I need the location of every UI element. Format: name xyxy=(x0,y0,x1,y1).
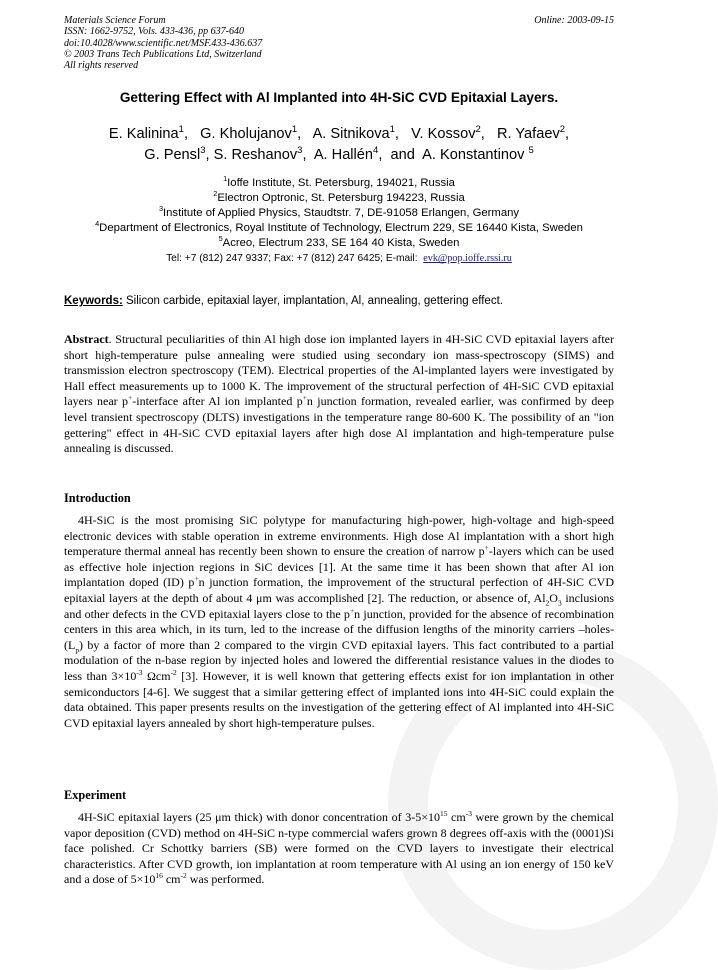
author-affil-sup: 2 xyxy=(559,124,566,136)
affiliation-line xyxy=(40,221,638,236)
affiliation-line xyxy=(40,191,638,206)
introduction-paragraph xyxy=(64,513,614,731)
subscript: 2 xyxy=(545,598,550,608)
copyright-line: © 2003 Trans Tech Publications Ltd, Switzerland xyxy=(64,48,262,60)
superscript: + xyxy=(194,574,199,584)
body-text: were grown by the chemical vapor deposition (CVD) method on 4H-SiC n-type commercial wafers grown 8 degrees off-axis with the (0001)Si face polished. Cr Schottky barriers (SB) were formed on the CVD layers to investigate their electrical characteristics. After CVD growth, ion implantation at room temperature with Al using an ion energy of 150 keV and a dose of 5×10 xyxy=(64,810,614,887)
email-link[interactable]: evk@pop.ioffe.rssi.ru xyxy=(423,253,512,265)
abstract-section xyxy=(64,332,614,457)
superscript: + xyxy=(128,393,133,403)
body-text: n junction formation, the improvement of the structural perfection of 4H-SiC CVD epitaxial layers at the depth of about 4 μm was accomplished [2]. The reduction, or absence of, Al xyxy=(64,575,614,605)
affiliation-sup: 4 xyxy=(95,219,100,229)
body-text: [3]. However, it is well known that gettering effects exist for ion implantation in other semiconductors [4-6]. We suggest that a similar gettering effect of implanted ions into 4H-SiC could explain the data obtained. This paper presents results on the investigation of the gettering effect of Al implanted into 4H-SiC CVD epitaxial layers annealed by short high-temperature pulses. xyxy=(64,668,615,730)
body-text: ) by a factor of more than 2 compared to the virgin CVD epitaxial layers. This fact contributed to a partial modulation of the n-base region by injected holes and lowered the differential resistance values in the diodes to less than 3×10 xyxy=(64,637,614,683)
author-name: G. Kholujanov xyxy=(200,126,292,142)
body-text: was performed. xyxy=(186,872,265,887)
affiliation-text: Department of Electronics, Royal Institute of Technology, Electrum 229, SE 16440 Kista, Sweden xyxy=(99,222,583,235)
author-name: V. Kossov xyxy=(411,126,476,142)
author-name: S. Reshanov xyxy=(213,147,298,163)
abstract-text: n junction formation, revealed earlier, was confirmed by deep level transient spectroscopy (DLTS) investigations in the temperature range 80-600 K. The possibility of an "ion gettering" effect in 4H-SiC CVD epitaxial layers after high dose Al implantation and high-temperature pulse annealing is discussed. xyxy=(64,394,614,456)
affiliation-text: Electron Optronic, St. Petersburg 194223, Russia xyxy=(217,192,465,205)
contact-line xyxy=(40,251,638,266)
author-name: A. Konstantinov xyxy=(422,147,525,163)
affiliation-text: Institute of Applied Physics, Staudtstr. 7, DE-91058 Erlangen, Germany xyxy=(163,207,520,220)
journal-header xyxy=(64,15,263,72)
abstract-paragraph xyxy=(64,332,614,457)
contact-text: Tel: +7 (812) 247 9337; Fax: +7 (812) 247 6425; E-mail: xyxy=(166,253,418,265)
keywords-label: Keywords: xyxy=(64,295,123,307)
author-affil-sup: 1 xyxy=(291,124,298,136)
author-name: A. Sitnikova xyxy=(312,126,390,142)
experiment-section xyxy=(64,810,614,888)
author-affil-sup: 4 xyxy=(373,145,379,157)
superscript: -3 xyxy=(465,809,472,818)
affiliation-sup: 1 xyxy=(223,174,228,184)
introduction-section xyxy=(64,513,614,731)
body-text: n junction, provided for the absence of recombination centers in this area which, in its turn, led to the increase of the diffusion lengths of the minority carriers –holes- (L xyxy=(64,606,614,652)
affiliation-line xyxy=(40,176,638,191)
body-text: -layers which can be used as effective hole injection regions in SiC devices [1]. At the same time it has been shown that after Al ion implantation doped (ID) p xyxy=(64,544,615,590)
body-text: Ωcm xyxy=(142,668,171,683)
abstract-label: Abstract xyxy=(64,332,109,346)
author-name: R. Yafaev xyxy=(497,126,560,142)
body-text: 4H-SiC is the most promising SiC polytype for manufacturing high-power, high-voltage and high-speed electronic devices with stable operation in extreme environments. High dose Al implantation with a short high temperature thermal anneal has recently been shown to ensure the creation of narrow p xyxy=(64,513,614,559)
affiliation-block xyxy=(40,176,638,267)
affiliation-text: Ioffe Institute, St. Petersburg, 194021, Russia xyxy=(227,177,455,189)
author-conjunction: and xyxy=(390,147,415,163)
author-affil-sup: 5 xyxy=(528,145,534,157)
keywords-line xyxy=(64,295,503,307)
author-affil-sup: 2 xyxy=(475,124,481,136)
experiment-paragraph xyxy=(64,810,614,888)
abstract-text: -interface after Al ion implanted p xyxy=(132,394,303,409)
superscript: + xyxy=(484,543,489,553)
superscript: -2 xyxy=(170,667,177,677)
body-text: inclusions and other defects in the CVD epitaxial layers close to the p xyxy=(64,590,614,621)
author-affil-sup: 3 xyxy=(200,145,206,157)
author-list: E. Kalinina$^1$, G. Kholujanov$^1$, A. Sitnikova$^1$, V. Kossov$^2$, R. Yafaev$^2$, G. Pensl$^3$, S. Reshanov$^3$, A. Hallén$^4$, and A. Konstantinov $^5$ xyxy=(108,124,570,163)
superscript: -2 xyxy=(180,871,187,881)
author-affil-sup: 3 xyxy=(297,145,303,157)
author-name: E. Kalinina xyxy=(108,126,179,142)
superscript: 16 xyxy=(155,871,163,881)
issn-line: ISSN: 1662-9752, Vols. 433-436, pp 637-640 xyxy=(64,26,244,38)
online-date: Online: 2003-09-15 xyxy=(534,15,614,26)
introduction-heading: Introduction xyxy=(64,491,131,505)
subscript: 3 xyxy=(557,598,562,608)
author-name: A. Hallén xyxy=(313,147,374,163)
superscript: -3 xyxy=(136,667,143,677)
author-name: G. Pensl xyxy=(144,147,201,163)
affiliation-sup: 2 xyxy=(213,189,218,199)
paper-title: Gettering Effect with Al Implanted into 4H-SiC CVD Epitaxial Layers. xyxy=(119,90,559,105)
affiliation-line xyxy=(40,236,638,251)
superscript: + xyxy=(349,605,355,615)
body-text: cm xyxy=(447,810,466,824)
affiliation-sup: 5 xyxy=(218,234,223,244)
superscript: + xyxy=(302,393,307,403)
keywords-text: Silicon carbide, epitaxial layer, implantation, Al, annealing, gettering effect. xyxy=(126,295,503,307)
affiliation-text: Acreo, Electrum 233, SE 164 40 Kista, Sweden xyxy=(222,237,460,250)
experiment-heading: Experiment xyxy=(64,788,127,802)
body-text: 4H-SiC epitaxial layers (25 μm thick) with donor concentration of 3-5×10 xyxy=(78,810,440,824)
body-text: cm xyxy=(162,872,181,887)
truncated-line: All rights reserved xyxy=(64,60,139,72)
affiliation-line xyxy=(40,206,638,221)
author-affil-sup: 1 xyxy=(178,124,184,136)
doi-line: doi:10.4028/www.scientific.net/MSF.433-436.637 xyxy=(64,37,263,49)
body-text: O xyxy=(549,590,558,605)
abstract-text: . Structural peculiarities of thin Al high dose ion implanted layers in 4H-SiC CVD epitaxial layers after short high-temperature pulse annealing were studied using secondary ion mass-spectroscopy (SIMS) and transmission electron spectroscopy (TEM). Electrical properties of the Al-implanted layers were investigated by Hall effect measurements up to 1000 K. The improvement of the structural perfection of 4H-SiC CVD epitaxial layers near p xyxy=(64,332,614,409)
subscript: p xyxy=(75,645,80,655)
author-affil-sup: 1 xyxy=(389,124,395,136)
journal-name: Materials Science Forum xyxy=(64,15,166,26)
affiliation-sup: 3 xyxy=(158,204,164,214)
superscript: 15 xyxy=(440,809,448,818)
